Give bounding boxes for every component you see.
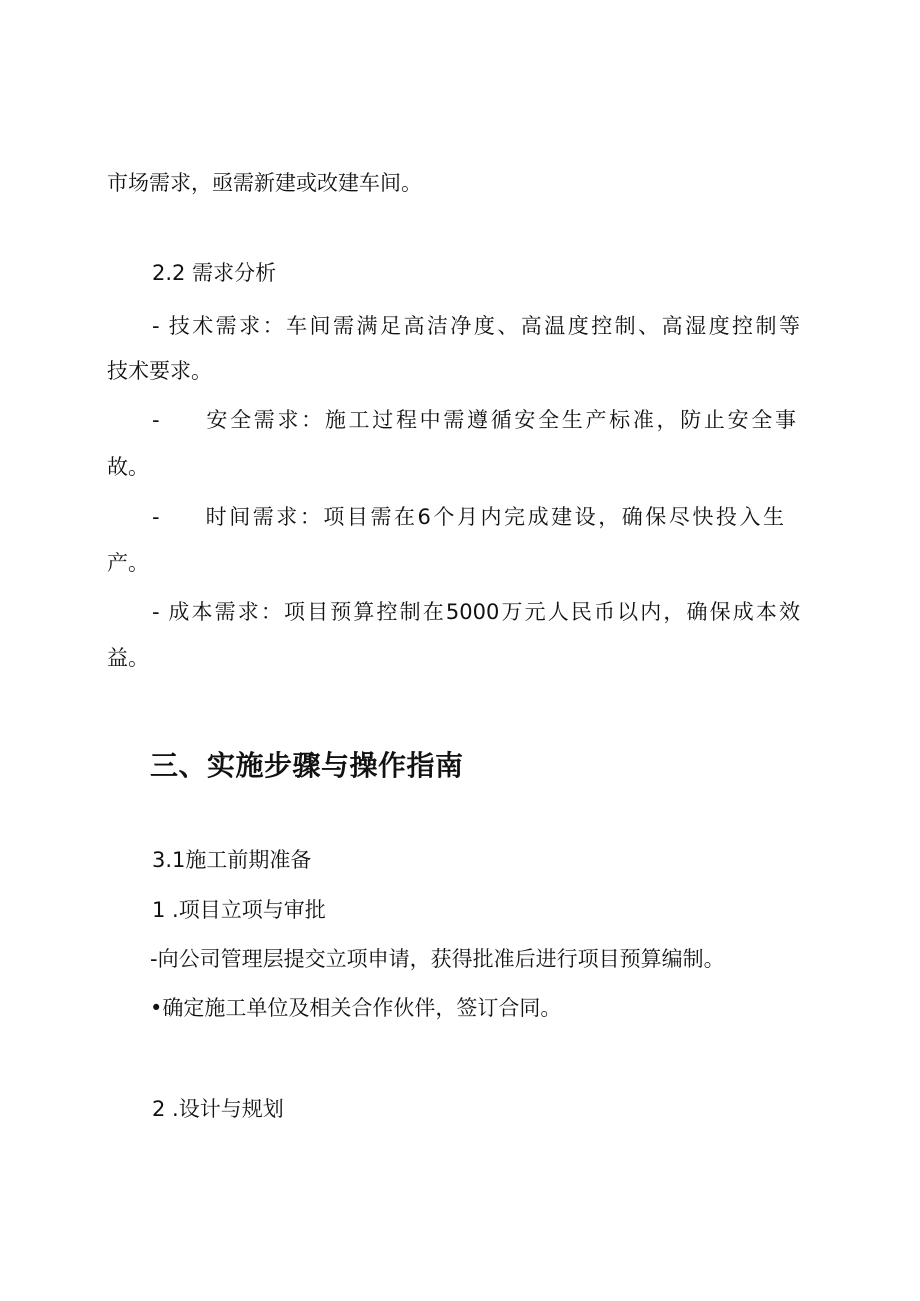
paragraph-line: 市场需求，亟需新建或改建车间。 <box>107 171 422 195</box>
requirement-line-cont: 故。 <box>107 455 149 479</box>
step-item: •确定施工单位及相关合作伙伴，签订合同。 <box>150 996 562 1020</box>
requirement-line: - 时间需求：项目需在6个月内完成建设，确保尽快投入生 <box>152 505 784 529</box>
requirement-line-cont: 产。 <box>107 551 149 575</box>
subsection-title: 3.1施工前期准备 <box>152 848 312 872</box>
requirement-line: - 技术需求：车间需满足高洁净度、高温度控制、高湿度控制等 <box>152 314 800 338</box>
requirement-line: - 安全需求：施工过程中需遵循安全生产标准，防止安全事 <box>152 408 796 432</box>
requirement-line-cont: 技术要求。 <box>107 359 212 383</box>
subsection-title: 2.2 需求分析 <box>152 261 277 285</box>
requirement-line-cont: 益。 <box>107 646 149 670</box>
requirement-line: - 成本需求：项目预算控制在5000万元人民币以内，确保成本效 <box>152 600 800 624</box>
step-item: -向公司管理层提交立项申请，获得批准后进行项目预算编制。 <box>150 947 725 971</box>
section-heading: 三、实施步骤与操作指南 <box>150 749 464 782</box>
step-title: 2 .设计与规划 <box>152 1097 284 1121</box>
step-title: 1 .项目立项与审批 <box>152 898 326 922</box>
